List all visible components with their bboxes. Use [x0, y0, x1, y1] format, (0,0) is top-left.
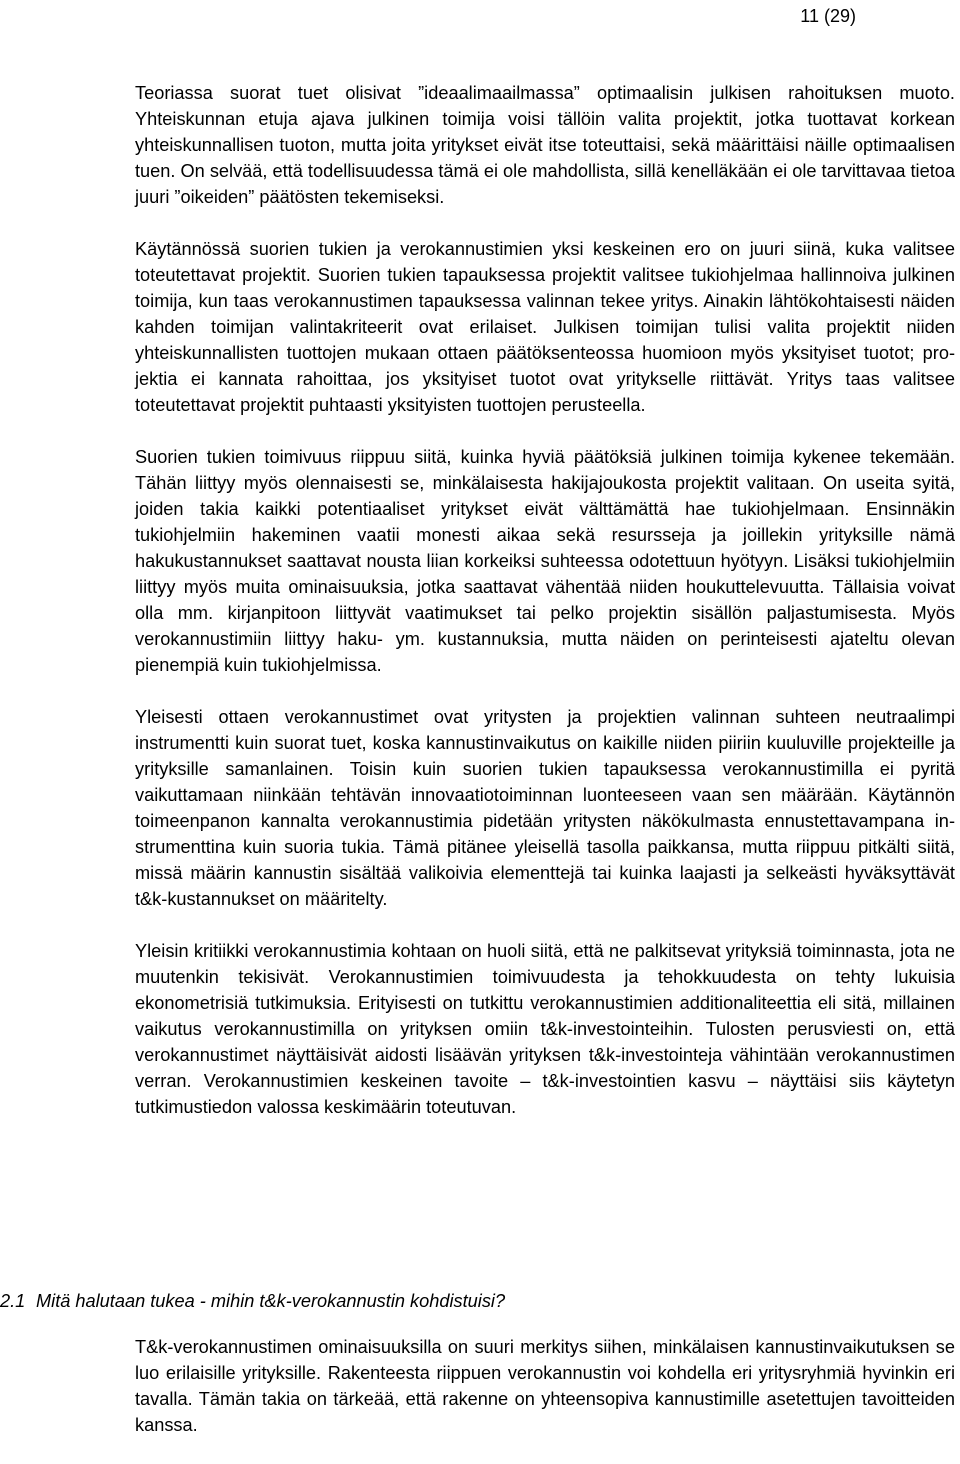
- paragraph: Yleisesti ottaen verokannustimet ovat yritysten ja projektien valinnan suhteen neutraalimpi instrumentti kuin suorat tuet, koska kannustinvaikutus on kaikille niiden piiriin kuuluville projekteille ja yrityksille samanlainen. Toisin kuin suorien tukien tapauksessa verokannustimilla ei pyritä vaikuttamaan niinkään tehtävän innovaatiotoiminnan luonteeseen vaan sen määrään. Käytännön toimeenpanon kannalta verokannustimia pidetään yritysten näkökulmasta ennustettavampana instrumenttina kuin suoria tukia. Tämä pitänee yleisellä tasolla paikkansa, mutta riippuu pitkälti siitä, missä määrin kannustin sisältää valikoivia elementtejä tai kuinka laajasti ja selkeästi hyväksyttävät t&k-kustannukset on määritelty.: [135, 707, 955, 909]
- paragraph: Yleisin kritiikki verokannustimia kohtaan on huoli siitä, että ne palkitsevat yrityksiä toiminnasta, jota ne muutenkin tekisivät. Verokannustimien toimivuudesta ja tehokkuudesta on tehty lukuisia ekonometrisiä tutkimuksia. Erityisesti on tutkittu verokannustimien additionaliteettia eli sitä, millainen vaikutus verokannustimilla on yrityksen omiin t&k-investointeihin. Tulosten perusviesti on, että verokannustimet näyttäisivät aidosti lisäävän yrityksen t&k-investointeja vähintään verokannustimen verran. Verokannustimien keskeinen tavoite – t&k-investointien kasvu – näyttäisi siis käytetyn tutkimustiedon valossa keskimäärin toteutuvan.: [135, 941, 955, 1117]
- paragraph: Suorien tukien toimivuus riippuu siitä, kuinka hyviä päätöksiä julkinen toimija kykenee tekemään. Tähän liittyy myös olennaisesti se, minkälaisesta hakijajoukosta projektit valitaan. On useita syitä, joiden takia kaikki potentiaaliset yritykset eivät välttämättä hae tukiohjelmaan. Ensinnäkin tukiohjelmiin hakeminen vaatii monesti aikaa sekä resursseja ja joillekin yrityksille nämä hakukustannukset saattavat nousta liian korkeiksi suhteessa odotettuun hyötyyn. Lisäksi tukiohjelmiin liittyy myös muita ominaisuuksia, jotka saattavat vähentää niiden houkuttelevuutta. Tällaisia voivat olla mm. kirjanpitoon liittyvät vaatimukset tai pelko projektin sisällön paljastumisesta. Myös verokannustimiin liittyy haku- ym. kustannuksia, mutta näiden on perinteisesti ajateltu olevan pienempiä kuin tukiohjelmissa.: [135, 447, 955, 675]
- page-number: 11 (29): [800, 6, 856, 26]
- document-body: [135, 80, 955, 1146]
- paragraph: Teoriassa suorat tuet olisivat ”ideaalimaailmassa” optimaalisin julkisen rahoituksen muoto. Yhteiskunnan etuja ajava julkinen toimija voisi tällöin valita projektit, jotka tuottavat korkean yhteiskunnallisen tuoton, mutta joita yritykset eivät itse toteuttaisi, sekä määrittäisi näille optimaalisen tuen. On selvää, että todellisuudessa tämä ei ole mahdollista, sillä kenelläkään ei ole tarvittavaa tietoa juuri ”oikeiden” päätösten tekemiseksi.: [135, 83, 955, 207]
- section-heading: [0, 1288, 960, 1314]
- paragraph: T&k-verokannustimen ominaisuuksilla on suuri merkitys siihen, minkälaisen kannustinvaikutuksen se luo erilaisille yrityksille. Rakenteesta riippuen verokannustin voi kohdella eri yritysryhmiä hyvinkin eri tavalla. Tämän takia on tärkeää, että rakenne on yhteensopiva kannustimille asetettujen tavoitteiden kanssa.: [135, 1337, 955, 1435]
- section-number: 2.1: [0, 1291, 26, 1311]
- paragraph: Käytännössä suorien tukien ja verokannustimien yksi keskeinen ero on juuri siinä, kuka valitsee toteutettavat projektit. Suorien tukien tapauksessa projektit valitsee tukiohjelmaa hallinnoiva julkinen toimija, kun taas verokannustimen tapauksessa valinnan tekee yritys. Ainakin lähtökohtaisesti näiden kahden toimijan valintakriteerit ovat erilaiset. Julkisen toimijan tulisi valita projektit niiden yhteiskunnallisten tuottojen mukaan ottaen päätöksenteossa huomioon myös yksityiset tuotot; projektia ei kannata rahoittaa, jos yksityiset tuotot ovat yritykselle riittävät. Yritys taas valitsee toteutettavat projektit puhtaasti yksityisten tuottojen perusteella.: [135, 239, 955, 415]
- section-title: Mitä halutaan tukea - mihin t&k-verokannustin kohdistuisi?: [36, 1291, 506, 1311]
- section-body: [135, 1334, 955, 1464]
